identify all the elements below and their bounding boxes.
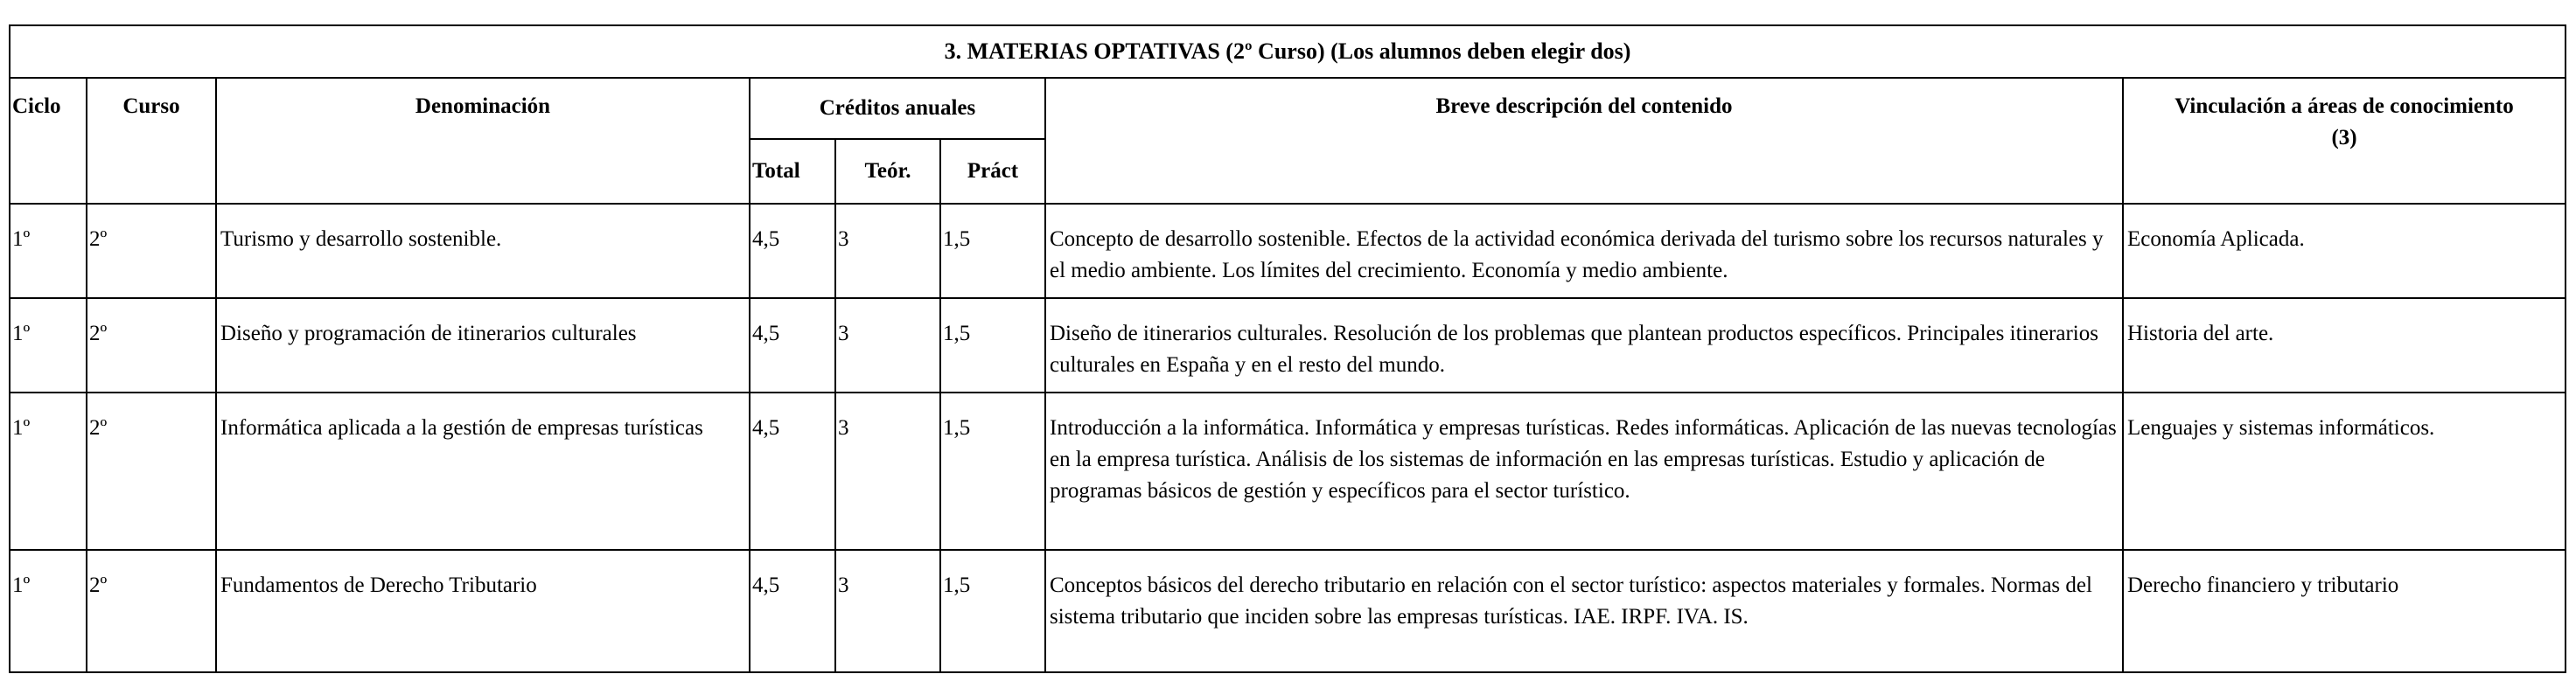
cell-total: 4,5: [750, 298, 835, 393]
cell-teor: 3: [835, 204, 940, 298]
header-creditos-anuales: Créditos anuales: [750, 78, 1045, 139]
cell-curso: 2º: [87, 393, 216, 550]
cell-vinculacion: Lenguajes y sistemas informáticos.: [2123, 393, 2566, 550]
header-vinculacion-note: (3): [2331, 126, 2357, 149]
header-vinculacion: [2123, 78, 2566, 204]
cell-curso: 2º: [87, 298, 216, 393]
cell-curso: 2º: [87, 550, 216, 672]
cell-pract: 1,5: [940, 393, 1045, 550]
table-row: [10, 550, 2566, 672]
table-row: [10, 204, 2566, 298]
cell-pract: 1,5: [940, 298, 1045, 393]
cell-denominacion: Turismo y desarrollo sostenible.: [216, 204, 750, 298]
cell-pract: 1,5: [940, 204, 1045, 298]
cell-ciclo: 1º: [10, 393, 87, 550]
cell-denominacion: Informática aplicada a la gestión de empresas turísticas: [216, 393, 750, 550]
header-total: Total: [750, 139, 835, 204]
cell-vinculacion: Historia del arte.: [2123, 298, 2566, 393]
table-title: 3. MATERIAS OPTATIVAS (2º Curso) (Los alumnos deben elegir dos): [10, 25, 2566, 78]
header-descripcion: Breve descripción del contenido: [1045, 78, 2123, 204]
header-denominacion: Denominación: [216, 78, 750, 204]
header-pract: Práct: [940, 139, 1045, 204]
header-ciclo: Ciclo: [10, 78, 87, 204]
cell-descripcion: Introducción a la informática. Informática y empresas turísticas. Redes informáticas. Aplicación de las nuevas tecnologías en la empresa turística. Análisis de los sistemas de información en las empresas turísticas. Estudio y aplicación de programas básicos de gestión y específicos para el sector turístico.: [1045, 393, 2123, 550]
cell-descripcion: Diseño de itinerarios culturales. Resolución de los problemas que plantean productos específicos. Principales itinerarios culturales en España y en el resto del mundo.: [1045, 298, 2123, 393]
table-row: [10, 393, 2566, 550]
cell-pract: 1,5: [940, 550, 1045, 672]
cell-vinculacion: Economía Aplicada.: [2123, 204, 2566, 298]
cell-vinculacion: Derecho financiero y tributario: [2123, 550, 2566, 672]
cell-denominacion: Diseño y programación de itinerarios culturales: [216, 298, 750, 393]
cell-teor: 3: [835, 550, 940, 672]
cell-total: 4,5: [750, 550, 835, 672]
table-row: [10, 298, 2566, 393]
cell-curso: 2º: [87, 204, 216, 298]
header-curso: Curso: [87, 78, 216, 204]
cell-total: 4,5: [750, 204, 835, 298]
cell-descripcion: Concepto de desarrollo sostenible. Efectos de la actividad económica derivada del turismo sobre los recursos naturales y el medio ambiente. Los límites del crecimiento. Economía y medio ambiente.: [1045, 204, 2123, 298]
materias-optativas-table-wrapper: [9, 24, 2565, 673]
cell-denominacion: Fundamentos de Derecho Tributario: [216, 550, 750, 672]
cell-descripcion: Conceptos básicos del derecho tributario en relación con el sector turístico: aspectos materiales y formales. Normas del sistema tributario que inciden sobre las empresas turísticas. IAE. IRPF. IVA. IS.: [1045, 550, 2123, 672]
header-vinculacion-label: Vinculación a áreas de conocimiento: [2175, 94, 2514, 118]
cell-ciclo: 1º: [10, 298, 87, 393]
cell-ciclo: 1º: [10, 204, 87, 298]
materias-optativas-table: [9, 24, 2566, 673]
cell-ciclo: 1º: [10, 550, 87, 672]
cell-teor: 3: [835, 298, 940, 393]
cell-teor: 3: [835, 393, 940, 550]
cell-total: 4,5: [750, 393, 835, 550]
header-teor: Teór.: [835, 139, 940, 204]
